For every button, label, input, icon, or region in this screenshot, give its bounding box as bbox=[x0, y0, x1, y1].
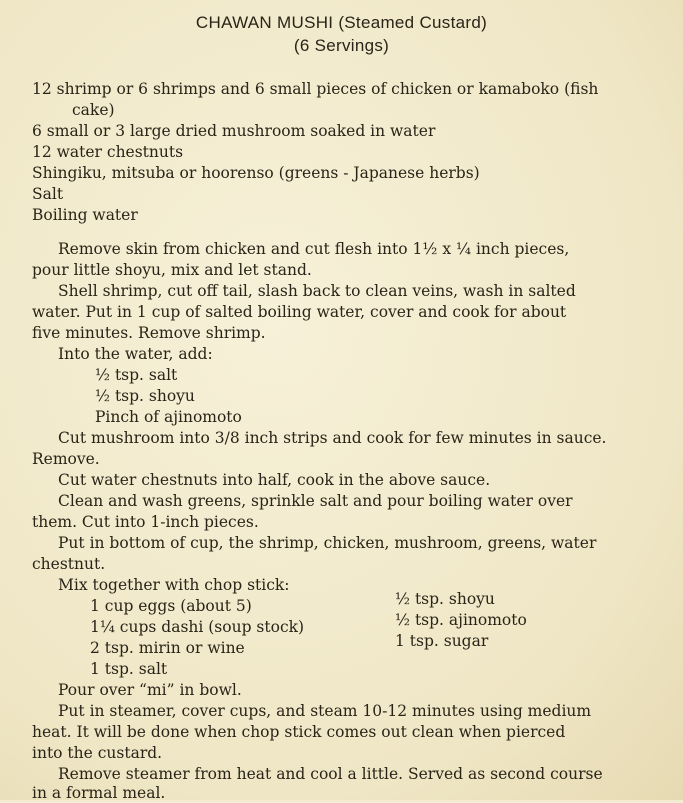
custard-ingredient: ½ tsp. shoyu bbox=[395, 590, 495, 608]
step-line: heat. It will be done when chop stick comes out clean when pierced bbox=[32, 723, 566, 741]
step-line: Pour over “mi” in bowl. bbox=[58, 681, 242, 699]
ingredient-line: 12 shrimp or 6 shrimps and 6 small pieces of chicken or kamaboko (fish bbox=[32, 80, 599, 98]
ingredient-line: Boiling water bbox=[32, 206, 138, 224]
ingredient-line: cake) bbox=[72, 101, 115, 119]
ingredient-line: Shingiku, mitsuba or hoorenso (greens - Japanese herbs) bbox=[32, 164, 480, 182]
step-line: Shell shrimp, cut off tail, slash back to clean veins, wash in salted bbox=[58, 282, 576, 300]
step-line: Clean and wash greens, sprinkle salt and pour boiling water over bbox=[58, 492, 573, 510]
step-line: Remove. bbox=[32, 450, 100, 468]
custard-ingredient: 2 tsp. mirin or wine bbox=[90, 639, 245, 657]
sauce-ingredient: Pinch of ajinomoto bbox=[95, 408, 242, 426]
custard-ingredient: 1 tsp. sugar bbox=[395, 632, 489, 650]
custard-ingredient: 1¼ cups dashi (soup stock) bbox=[90, 618, 305, 636]
custard-ingredient: 1 tsp. salt bbox=[90, 660, 168, 678]
step-line: into the custard. bbox=[32, 744, 163, 762]
ingredient-line: Salt bbox=[32, 185, 64, 203]
step-line: Mix together with chop stick: bbox=[58, 576, 290, 594]
step-line: Into the water, add: bbox=[58, 345, 213, 363]
step-line: in a formal meal. bbox=[32, 784, 166, 802]
custard-ingredient: 1 cup eggs (about 5) bbox=[90, 597, 252, 615]
step-line: Put in steamer, cover cups, and steam 10-12 minutes using medium bbox=[58, 702, 592, 720]
step-line: them. Cut into 1-inch pieces. bbox=[32, 513, 259, 531]
recipe-servings: (6 Servings) bbox=[293, 36, 390, 55]
step-line: pour little shoyu, mix and let stand. bbox=[32, 261, 312, 279]
step-line: five minutes. Remove shrimp. bbox=[32, 324, 266, 342]
step-line: Cut water chestnuts into half, cook in the above sauce. bbox=[58, 471, 491, 489]
custard-ingredient: ½ tsp. ajinomoto bbox=[395, 611, 527, 629]
ingredient-line: 12 water chestnuts bbox=[32, 143, 184, 161]
step-line: chestnut. bbox=[32, 555, 106, 573]
sauce-ingredient: ½ tsp. salt bbox=[95, 366, 178, 384]
step-line: Remove skin from chicken and cut flesh into 1½ x ¼ inch pieces, bbox=[58, 240, 570, 258]
ingredient-line: 6 small or 3 large dried mushroom soaked in water bbox=[32, 122, 436, 140]
step-line: Put in bottom of cup, the shrimp, chicken, mushroom, greens, water bbox=[58, 534, 597, 552]
recipe-title: CHAWAN MUSHI (Steamed Custard) bbox=[195, 13, 488, 32]
sauce-ingredient: ½ tsp. shoyu bbox=[95, 387, 195, 405]
step-line: Remove steamer from heat and cool a little. Served as second course bbox=[58, 765, 603, 783]
step-line: water. Put in 1 cup of salted boiling water, cover and cook for about bbox=[32, 303, 567, 321]
step-line: Cut mushroom into 3/8 inch strips and cook for few minutes in sauce. bbox=[58, 429, 607, 447]
